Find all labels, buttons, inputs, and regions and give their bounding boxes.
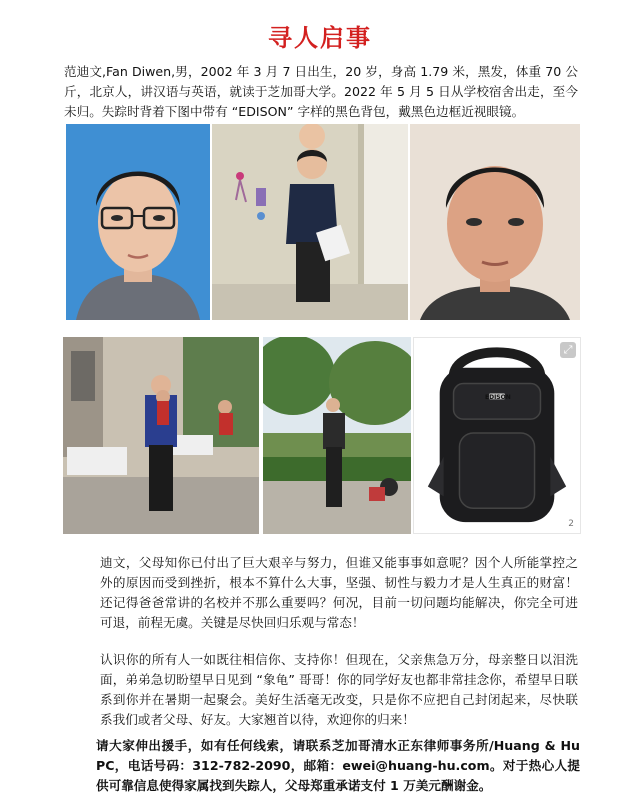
poster-title: 寻人启事 [268, 24, 372, 52]
contact-appeal: 请大家伸出援手，如有任何线索，请联系芝加哥清水正东律师事务所/Huang & Hu PC，电话号码：312-782-2090，邮箱：ewei@huang-hu.com。对于热心人提供可靠信息使得家属找到失踪人，父母郑重承诺支付 1 万美元酬谢金。 [96, 738, 580, 793]
backpack-brand-label: EDISON [485, 394, 511, 401]
ruler-mark: 2 [568, 519, 574, 529]
portrait-photo [410, 124, 580, 320]
campus-booth-photo [63, 337, 259, 534]
park-photo [263, 337, 411, 534]
id-photo [66, 124, 210, 320]
expand-icon[interactable]: ⤢ [560, 342, 576, 358]
standing-photo-with-papers [212, 124, 408, 320]
backpack-photo [413, 337, 581, 534]
missing-person-description: 范迪文,Fan Diwen,男，2002 年 3 月 7 日出生，20 岁，身高 1.79 米，黑发，体重 70 公斤，北京人，讲汉语与英语，就读于芝加哥大学。2022 年 5 月 5 日从学校宿舍出走，至今未归。失踪时背着下图中带有 “EDISON” 字样的黑色背包，戴黑色边框近视眼镜。 [64, 64, 578, 119]
family-message-2: 认识你的所有人一如既往相信你、支持你！但现在，父亲焦急万分，母亲整日以泪洗面，弟弟急切盼望早日见到 “象龟” 哥哥！你的同学好友也都非常挂念你，希望早日联系到你并在暑期一起聚会。美好生活毫无改变，只是你不应把自己封闭起来，尽快联系我们或者父母、好友。大家翘首以待，欢迎你的归来！ [100, 652, 578, 727]
family-message-1: 迪文，父母知你已付出了巨大艰辛与努力，但谁又能事事如意呢？因个人所能掌控之外的原因而受到挫折，根本不算什么大事，坚强、韧性与毅力才是人生真正的财富！还记得爸爸常讲的名校并不那么重要吗？何况，目前一切问题均能解决，你完全可进可退，前程无虞。关键是尽快回归乐观与常态！ [100, 555, 578, 630]
